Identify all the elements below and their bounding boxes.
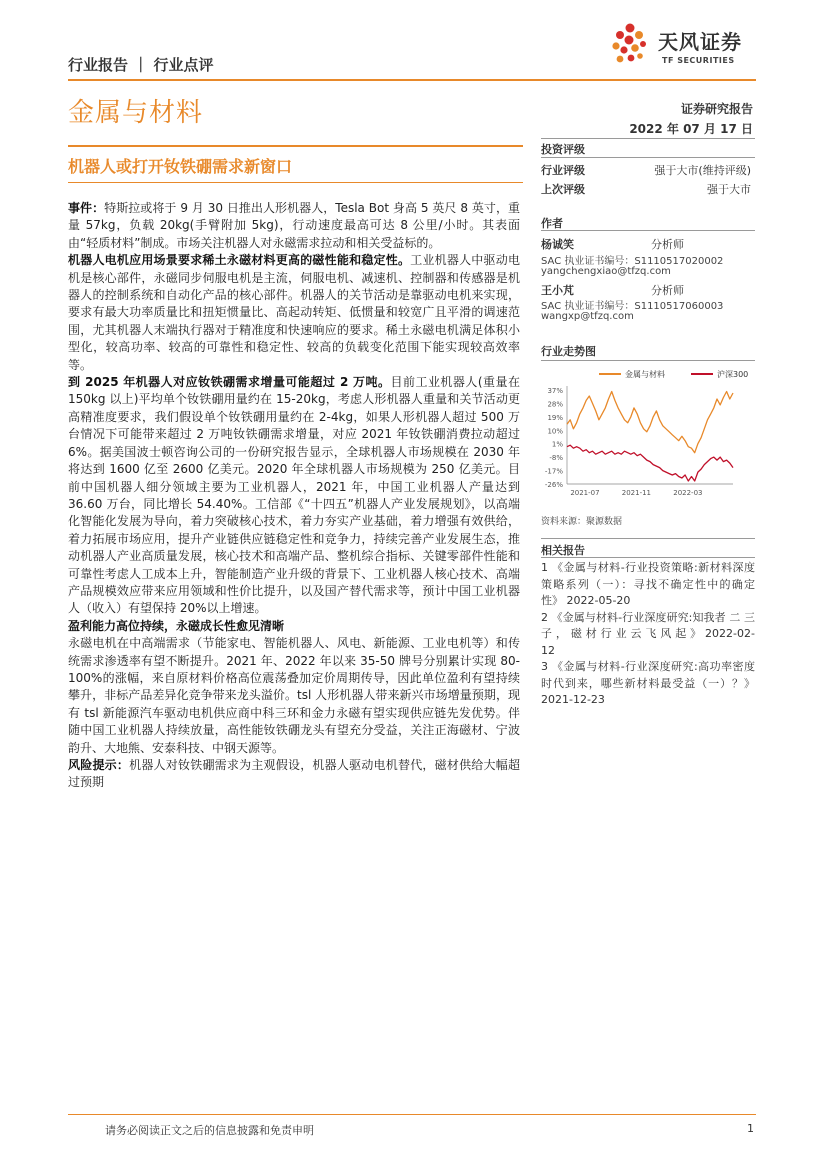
series-line [567, 445, 733, 481]
rating-value-current: 强于大市(维持评级) [654, 164, 751, 177]
rating-value-previous: 强于大市 [707, 183, 751, 196]
paragraph-motor [68, 252, 520, 374]
legend-label: 沪深300 [717, 370, 749, 379]
x-tick-label: 2021-07 [570, 489, 600, 497]
profit-text: 永磁电机在中高端需求（节能家电、智能机器人、风电、新能源、工业电机等）和传统需求渗透率有望不断提升。2021 年、2022 年以来 35-50 牌号分别累计实现 80-100%的涨幅，来自原材料价格高位震荡叠加定价周期传导，因此单位盈利有望持续攀升，非标产品差异化竞争带来龙头溢价。tsl 人形机器人带来新兴市场增量预期，现有 tsl 新能源汽车驱动电机供应商中科三环和金力永磁有望实现供应链先发优势。伴随中国工业机器人持续放量，高性能钕铁硼龙头有望充分受益，关注正海磁材、宁波韵升、大地熊、安泰科技、中钢天源等。 [68, 636, 520, 755]
y-tick-label: -26% [544, 481, 563, 489]
company-logo [606, 22, 766, 74]
legend-label: 金属与材料 [625, 370, 665, 379]
trend-rule [541, 360, 755, 361]
authors-heading: 作者 [541, 217, 563, 230]
paragraph-profit-heading [68, 618, 520, 635]
y-tick-label: 28% [547, 400, 563, 409]
sector-title: 金属与材料 [68, 98, 204, 128]
event-lead: 事件： [68, 201, 105, 215]
report-title: 机器人或打开钕铁硼需求新窗口 [68, 157, 293, 176]
motor-text: 工业机器人中驱动电机是核心部件，永磁同步伺服电机是主流，伺服电机、减速机、控制器和传感器是机器人的控制系统和自动化产品的核心部件。机器人的关节活动是靠驱动电机来实现，要求有最大功率质量比和扭矩惯量比、高起动转矩、低惯量和较宽广且平滑的调速范围，尤其机器人末端执行器对于精准度和快速响应的要求。稀土永磁电机满足体积小型化，较高功率、较高的可靠性和稳定性、较高的负载变化范围下能实现较高效率等。 [68, 253, 520, 372]
trend-heading: 行业走势图 [541, 345, 596, 358]
trend-chart [541, 364, 755, 504]
author-role: 分析师 [651, 238, 684, 251]
related-list [541, 560, 755, 709]
paragraph-profit [68, 635, 520, 757]
author-role: 分析师 [651, 284, 684, 297]
report-kind: 证券研究报告 [680, 102, 753, 116]
demand-lead: 到 2025 年机器人对应钕铁硼需求增量可能超过 2 万吨。 [68, 375, 391, 390]
y-tick-label: -8% [549, 454, 563, 463]
rating-rule-top [541, 138, 755, 139]
paragraph-event [68, 200, 520, 252]
x-tick-label: 2021-11 [621, 489, 652, 497]
related-rule-top [541, 538, 755, 539]
y-tick-label: 37% [547, 387, 563, 395]
title-rule-bottom [68, 182, 523, 183]
report-body [68, 200, 520, 792]
related-rule [541, 557, 755, 558]
series-line [567, 392, 733, 453]
y-tick-label: 10% [547, 427, 563, 436]
author-email: wangxp@tfzq.com [541, 311, 634, 322]
author-sac: SAC 执业证书编号：S1110517060003 [541, 301, 724, 312]
page-number: 1 [747, 1122, 754, 1135]
paragraph-risk [68, 757, 520, 792]
event-text: 特斯拉或将于 9 月 30 日推出人形机器人，Tesla Bot 身高 5 英尺 8 英寸，重量 57kg，负载 20kg(手臂附加 5kg)，行动速度最高可达 8 公里/小时。其表面由“轻质材料”制成。市场关注机器人对永磁需求拉动和相关受益标的。 [68, 201, 520, 250]
related-item[interactable]: 3 《金属与材料-行业深度研究:高功率密度时代到来，哪些新材料最受益（一）？》 2021-12-23 [541, 660, 755, 706]
profit-lead: 盈利能力高位持续，永磁成长性愈见清晰 [68, 618, 285, 633]
tf-logo-icon [608, 22, 656, 70]
related-item[interactable]: 1 《金属与材料-行业投资策略:新材料深度策略系列（一）：寻找不确定性中的确定性》 2022-05-20 [541, 561, 755, 607]
footer-rule [68, 1114, 756, 1115]
risk-lead: 风险提示： [68, 758, 130, 772]
report-type: 行业报告 ｜ 行业点评 [68, 56, 214, 74]
related-item[interactable]: 2 《金属与材料-行业深度研究:知我者 二 三 子 ， 磁 材 行 业 云 飞 风 起 》 2022-02-12 [541, 610, 755, 657]
author-sac: SAC 执业证书编号：S1110517020002 [541, 256, 724, 267]
title-rule-top [68, 145, 523, 147]
motor-lead: 机器人电机应用场景要求稀土永磁材料更高的磁性能和稳定性。 [68, 253, 411, 268]
demand-text: 目前工业机器人(重量在 150kg 以上)平均单个钕铁硼用量约在 15-20kg，考虑人形机器人重量和关节活动更高精准度要求，我们假设单个钕铁硼用量约在 2-4kg，如果人形机器人超过 500 万台情况下可能带来超过 2 万吨钕铁硼需求增量，对应 2021 年钕铁硼消费拉动超过 6%。据美国波士顿咨询公司的一份研究报告显示，全球机器人市场规模在 2030 年将达到 1600 亿至 2600 亿美元。2020 年全球机器人市场规模为 250 亿美元。目前中国机器人细分领域主要为工业机器人，2021 年，中国工业机器人产量达到 36.60 万台，同比增长 54.40%。工信部《“十四五”机器人产业发展规划》，以高端化智能化发展为导向，着力突破核心技术，着力夯实产业基础，着力增强有效供给，着力拓展市场应用，提升产业链供应链稳定性和竞争力，持续完善产业发展生态，推动机器人产业高质量发展，核心技术和高端产品、整机综合指标、关键零部件性能和可靠性考虑人工成本上升，智能制造产业升级的背景下、工业机器人核心技术、高端产品规模效应带来应用领域和性价比提升，以及国产替代需求等，预计中国工业机器人（收入）有望保持 20%以上增速。 [68, 375, 520, 616]
logo-text-en: TF SECURITIES [662, 56, 735, 65]
rating-label-current: 行业评级 [541, 164, 585, 177]
header-rule [68, 79, 756, 81]
report-date: 2022 年 07 月 17 日 [629, 122, 753, 136]
rating-rule [541, 157, 755, 158]
y-tick-label: 19% [547, 413, 563, 422]
author-name: 王小芃 [541, 284, 574, 297]
risk-text: 机器人对钕铁硼需求为主观假设，机器人驱动电机替代，磁材供给大幅超过预期 [68, 758, 520, 790]
author-email: yangchengxiao@tfzq.com [541, 266, 671, 277]
y-tick-label: 1% [551, 440, 563, 449]
y-tick-label: -17% [544, 467, 563, 476]
paragraph-demand [68, 374, 520, 618]
rating-label-previous: 上次评级 [541, 183, 585, 196]
authors-rule [541, 230, 755, 231]
chart-source: 资料来源：聚源数据 [541, 517, 623, 527]
logo-text-cn: 天风证券 [658, 30, 742, 54]
rating-heading: 投资评级 [541, 143, 585, 156]
author-name: 杨诚笑 [541, 238, 574, 251]
related-heading: 相关报告 [541, 544, 585, 557]
footer-disclaimer: 请务必阅读正文之后的信息披露和免责申明 [105, 1124, 314, 1137]
x-tick-label: 2022-03 [673, 489, 703, 497]
